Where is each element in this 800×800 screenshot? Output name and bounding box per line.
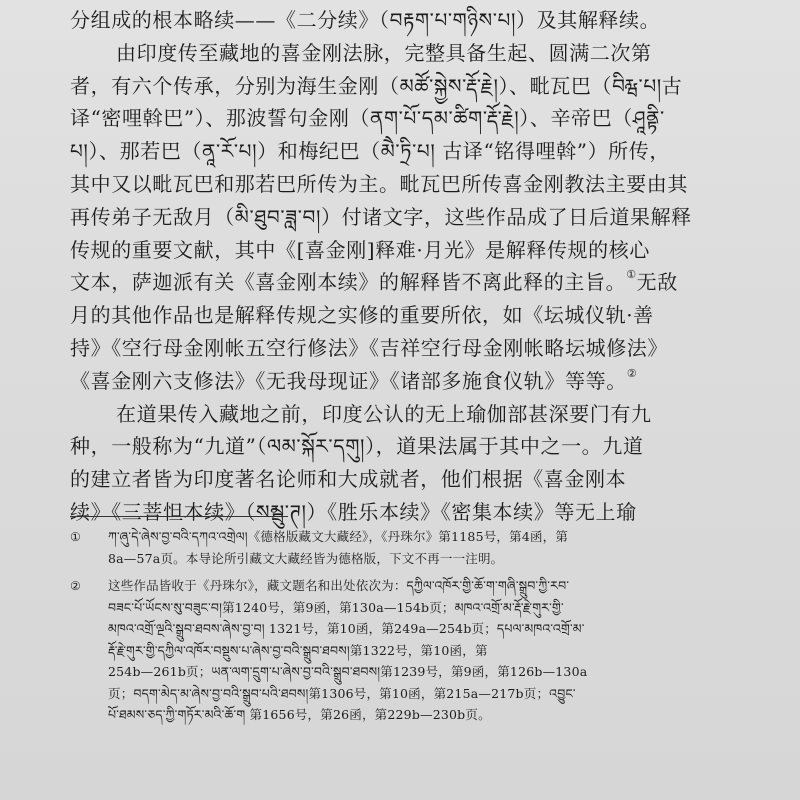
body-line-text: 再传弟子无敌月（མི་ཐུབ་ཟླ་བ།）付诸文字，这些作品成了日后道果解释 <box>70 204 692 229</box>
body-line-text: 分组成的根本略续——《二分续》（བརྟག་པ་གཉིས་པ།）及其解释续。 <box>70 8 661 32</box>
body-line <box>70 335 668 361</box>
body-line <box>70 204 692 230</box>
body-line-continuation: 无敌 <box>636 270 678 295</box>
body-line <box>70 73 682 99</box>
body-line <box>70 40 652 66</box>
body-line-text: 的建立者皆为印度著名论师和大成就者，他们根据《喜金刚本 <box>70 467 627 492</box>
body-line-text: 者，有六个传承，分别为海生金刚（མཚོ་སྐྱེས་རྡོ་རྗེ།）、毗瓦巴（བིརྺ་པ།古 <box>70 73 683 98</box>
body-line-text: 续》《三菩怛本续》（སམྦུ་ཊ།）《胜乐本续》《密集本续》等无上瑜 <box>70 500 637 524</box>
body-line <box>70 302 654 328</box>
body-line <box>70 499 637 525</box>
footnote-line: 页；བདག་མེད་མ་ཞེས་བྱ་བའི་སྒྲུབ་པའི་ཐབས།第1306号，第10函，第215a—217b页；འབྱུང་ <box>108 685 576 701</box>
body-line <box>70 401 652 427</box>
footnote-marker: ① <box>70 530 81 544</box>
body-line <box>70 433 643 459</box>
footnote-rule <box>70 516 288 517</box>
body-line <box>70 138 670 164</box>
body-line-text: 其中又以毗瓦巴和那若巴所传为主。毗瓦巴所传喜金刚教法主要由其 <box>70 172 688 196</box>
body-line <box>70 105 665 131</box>
footnote-ref[interactable]: ① <box>626 268 637 282</box>
body-line-text: 在道果传入藏地之前，印度公认的无上瑜伽部甚深要门有九 <box>116 401 652 426</box>
footnote-ref[interactable]: ② <box>626 366 638 380</box>
footnote-line: 这些作品皆收于《丹珠尔》，藏文题名和出处依次为：དཀྱིལ་འཁོར་གྱི་ཆོ་ག་གཞི་སྒྲུབ་ཀྱི་རབ་ <box>108 578 570 593</box>
body-line-text: 《喜金刚六支修法》《无我母现证》《诸部多施食仪轨》等等。 <box>70 368 627 393</box>
body-line <box>70 466 626 492</box>
footnote-line: 8a—57a页。本导论所引藏文大藏经皆为德格版，下文不再一一注明。 <box>108 550 504 566</box>
body-line-text: 文本，萨迦派有关《喜金刚本续》的解释皆不离此释的主旨。 <box>70 270 627 295</box>
body-line <box>70 7 660 33</box>
body-line-text: 种，一般称为“九道”（ལམ་སྐོར་དགུ།），道果法属于其中之一。九道 <box>70 434 644 459</box>
body-line-text: 持》《空行母金刚帐五空行修法》《吉祥空行母金刚帐略坛城修法》 <box>70 336 668 360</box>
body-line-text: 由印度传至藏地的喜金刚法脉，完整具备生起、圆满二次第 <box>116 40 652 65</box>
footnote-line: བཟང་པོ་ཡོངས་སུ་བཟུང་བ།第1240号，第9函，第130a—154b页；མཁའ་འགྲོ་མ་རྡོ་རྗེ་གུར་གྱི་ <box>108 599 564 615</box>
body-line <box>70 368 637 394</box>
body-line-text: 传规的重要文献，其中《[喜金刚]释难·月光》是解释传规的核心 <box>70 237 650 262</box>
footnote-line: 254b—261b页；ཡན་ལག་དྲུག་པ་ཞེས་བྱ་བའི་སྒྲུབ་ཐབས།第1239号，第9函，第126b—130a <box>108 664 588 679</box>
body-line <box>70 171 688 197</box>
footnote-line: ཀ་ཞུ་དེ་ཞེས་བྱ་བའི་དཀའ་འགྲེལ།《德格版藏文大藏经》，《丹珠尔》第1185号，第4函，第 <box>108 529 569 544</box>
body-line-text: པ།）、那若巴（ནཱ་རོ་པ།）和梅纪巴（མཻ་ཏྲི་པ། 古译“铭得哩斡”）所传， <box>70 139 670 164</box>
body-line-text: 月的其他作品也是解释传规之实修的重要所依，如《坛城仪轨·善 <box>70 303 654 328</box>
footnote-line: མཁའ་འགྲོ་ལྔའི་སྒྲུབ་ཐབས་ཞེས་བྱ་བ། 1321号，第10函，第249a—254b页；དཔལ་མཁའ་འགྲོ་མ་ <box>108 621 585 636</box>
footnote-marker: ② <box>70 579 81 593</box>
footnote-line: རྡོ་རྗེ་གུར་གྱི་དཀྱིལ་འཁོར་བསྡུས་པ་ཞེས་བྱ་བའི་སྒྲུབ་ཐབས།第1322号，第10函，第 <box>108 642 488 658</box>
body-line <box>70 237 650 263</box>
body-line <box>70 269 678 295</box>
footnote-line: པོ་ཐམས་ཅད་ཀྱི་གཏོར་མའི་ཆོ་ག 第1656号，第26函，第229b—230b页。 <box>108 707 491 722</box>
body-line-text: 译“密哩斡巴”）、那波誓句金刚（ནག་པོ་དམ་ཚིག་རྡོ་རྗེ།）、辛帝巴（ཤཱནྟི་ <box>70 106 665 131</box>
